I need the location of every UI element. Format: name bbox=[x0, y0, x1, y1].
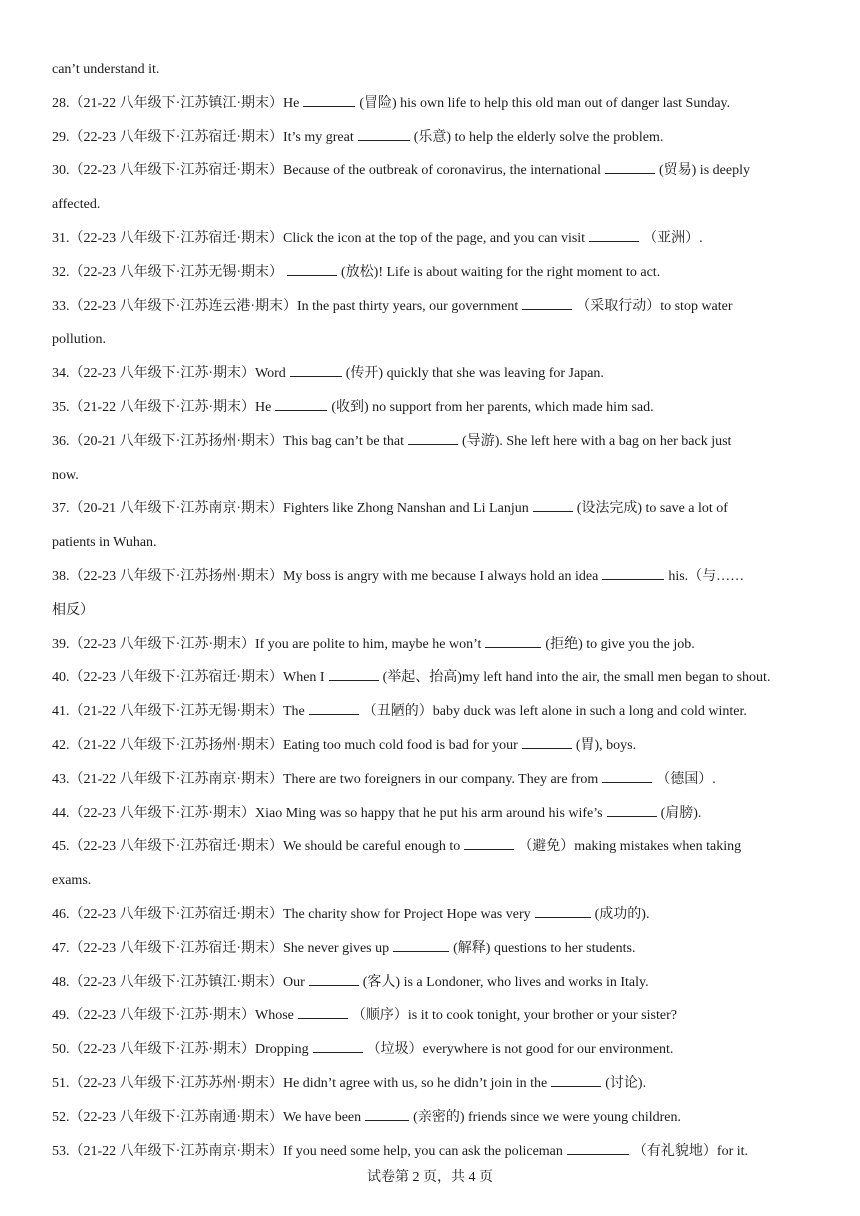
line-text: 46.（22-23 八年级下·江苏宿迁·期末）The charity show for Project Hope was very bbox=[52, 906, 531, 922]
line-text: （德国）. bbox=[656, 771, 716, 787]
line-text: (拒绝) to give you the job. bbox=[545, 636, 695, 652]
line-text: 37.（20-21 八年级下·江苏南京·期末）Fighters like Zhong Nanshan and Li Lanjun bbox=[52, 501, 529, 517]
line-text: 29.（22-23 八年级下·江苏宿迁·期末）It’s my great bbox=[52, 129, 354, 145]
answer-blank[interactable] bbox=[567, 1140, 629, 1155]
line-text: affected. bbox=[52, 197, 101, 213]
line-text: 32.（22-23 八年级下·江苏无锡·期末） bbox=[52, 264, 283, 280]
answer-blank[interactable] bbox=[485, 633, 541, 648]
line-text: 35.（21-22 八年级下·江苏·期末）He bbox=[52, 399, 272, 415]
line-text: (导游). She left here with a bag on her back just bbox=[462, 433, 732, 449]
answer-blank[interactable] bbox=[303, 92, 355, 107]
line-text: exams. bbox=[52, 873, 92, 889]
answer-blank[interactable] bbox=[365, 1106, 409, 1121]
text-line bbox=[52, 768, 812, 802]
line-text: （丑陋的）baby duck was left alone in such a long and cold winter. bbox=[362, 704, 747, 720]
line-text: 43.（21-22 八年级下·江苏南京·期末）There are two foreigners in our company. They are from bbox=[52, 771, 599, 787]
page-footer: 试卷第 2 页，共 4 页 bbox=[367, 1170, 493, 1185]
line-text: (讨论). bbox=[605, 1075, 647, 1091]
line-text: 30.（22-23 八年级下·江苏宿迁·期末）Because of the outbreak of coronavirus, the international bbox=[52, 163, 601, 179]
text-line bbox=[52, 1072, 812, 1106]
line-text: 39.（22-23 八年级下·江苏·期末）If you are polite to him, maybe he won’t bbox=[52, 636, 482, 652]
line-text: (收到) no support from her parents, which made him sad. bbox=[331, 399, 654, 415]
line-text: (放松)! Life is about waiting for the right moment to act. bbox=[341, 264, 661, 280]
text-line bbox=[52, 328, 812, 362]
answer-blank[interactable] bbox=[602, 768, 652, 783]
answer-blank[interactable] bbox=[309, 700, 359, 715]
line-text: 42.（21-22 八年级下·江苏扬州·期末）Eating too much cold food is bad for your bbox=[52, 737, 518, 753]
line-text: 49.（22-23 八年级下·江苏·期末）Whose bbox=[52, 1008, 294, 1024]
text-line bbox=[52, 261, 812, 295]
text-line bbox=[52, 633, 812, 667]
line-text: patients in Wuhan. bbox=[52, 535, 157, 551]
answer-blank[interactable] bbox=[607, 802, 657, 817]
line-text: 36.（20-21 八年级下·江苏扬州·期末）This bag can’t be that bbox=[52, 433, 405, 449]
line-text: （垃圾）everywhere is not good for our environment. bbox=[366, 1042, 674, 1058]
answer-blank[interactable] bbox=[522, 295, 572, 310]
line-text: (传开) quickly that she was leaving for Japan. bbox=[345, 366, 604, 382]
text-line bbox=[52, 362, 812, 396]
answer-blank[interactable] bbox=[535, 903, 591, 918]
line-text: his.（与…… bbox=[668, 568, 745, 584]
line-text: (乐意) to help the elderly solve the problem. bbox=[413, 129, 664, 145]
line-text: 31.（22-23 八年级下·江苏宿迁·期末）Click the icon at the top of the page, and you can visit bbox=[52, 230, 586, 246]
line-text: pollution. bbox=[52, 332, 107, 348]
line-text: 44.（22-23 八年级下·江苏·期末）Xiao Ming was so happy that he put his arm around his wife’s bbox=[52, 805, 603, 821]
line-text: 52.（22-23 八年级下·江苏南通·期末）We have been bbox=[52, 1109, 362, 1125]
answer-blank[interactable] bbox=[522, 734, 572, 749]
text-line bbox=[52, 599, 812, 633]
line-text: (胃), boys. bbox=[575, 737, 637, 753]
line-text: 相反） bbox=[52, 602, 94, 618]
text-line bbox=[52, 497, 812, 531]
line-text: (设法完成) to save a lot of bbox=[576, 501, 728, 517]
text-line bbox=[52, 802, 812, 836]
line-text: （顺序）is it to cook tonight, your brother or your sister? bbox=[351, 1008, 677, 1024]
line-text: (成功的). bbox=[594, 906, 650, 922]
text-line bbox=[52, 92, 812, 126]
line-text: 40.（22-23 八年级下·江苏宿迁·期末）When I bbox=[52, 670, 325, 686]
answer-blank[interactable] bbox=[408, 430, 458, 445]
text-line bbox=[52, 1038, 812, 1072]
answer-blank[interactable] bbox=[589, 227, 639, 242]
line-text: now. bbox=[52, 467, 79, 483]
line-text: 34.（22-23 八年级下·江苏·期末）Word bbox=[52, 366, 286, 382]
line-text: can’t understand it. bbox=[52, 62, 160, 77]
text-line bbox=[52, 734, 812, 768]
text-line bbox=[52, 869, 812, 903]
line-text: 45.（22-23 八年级下·江苏宿迁·期末）We should be careful enough to bbox=[52, 839, 461, 855]
line-text: （避免）making mistakes when taking bbox=[518, 839, 742, 855]
line-text: (肩膀). bbox=[660, 805, 702, 821]
answer-blank[interactable] bbox=[298, 1004, 348, 1019]
line-text: （亚洲）. bbox=[643, 230, 703, 246]
answer-blank[interactable] bbox=[533, 497, 573, 512]
line-text: (解释) questions to her students. bbox=[453, 940, 636, 956]
line-text: 50.（22-23 八年级下·江苏·期末）Dropping bbox=[52, 1042, 309, 1058]
text-line bbox=[52, 1106, 812, 1140]
line-text: （采取行动）to stop water bbox=[576, 298, 733, 314]
question-list bbox=[52, 58, 812, 1173]
text-line bbox=[52, 1004, 812, 1038]
line-text: 53.（21-22 八年级下·江苏南京·期末）If you need some help, you can ask the policeman bbox=[52, 1143, 563, 1159]
text-line bbox=[52, 464, 812, 498]
answer-blank[interactable] bbox=[309, 971, 359, 986]
answer-blank[interactable] bbox=[605, 159, 655, 174]
line-text: 48.（22-23 八年级下·江苏镇江·期末）Our bbox=[52, 974, 305, 990]
answer-blank[interactable] bbox=[287, 261, 337, 276]
line-text: 51.（22-23 八年级下·江苏苏州·期末）He didn’t agree with us, so he didn’t join in the bbox=[52, 1075, 548, 1091]
line-text: 28.（21-22 八年级下·江苏镇江·期末）He bbox=[52, 95, 300, 111]
text-line bbox=[52, 971, 812, 1005]
text-line bbox=[52, 58, 812, 92]
line-text: (贸易) is deeply bbox=[658, 163, 750, 179]
line-text: 33.（22-23 八年级下·江苏连云港·期末）In the past thirty years, our government bbox=[52, 298, 519, 314]
line-text: （有礼貌地）for it. bbox=[632, 1143, 749, 1159]
answer-blank[interactable] bbox=[358, 126, 410, 141]
text-line bbox=[52, 937, 812, 971]
text-line bbox=[52, 531, 812, 565]
text-line bbox=[52, 396, 812, 430]
text-line bbox=[52, 193, 812, 227]
answer-blank[interactable] bbox=[329, 666, 379, 681]
line-text: 47.（22-23 八年级下·江苏宿迁·期末）She never gives up bbox=[52, 940, 390, 956]
text-line bbox=[52, 700, 812, 734]
text-line bbox=[52, 565, 812, 599]
answer-blank[interactable] bbox=[290, 362, 342, 377]
line-text: (举起、抬高)my left hand into the air, the small men began to shout. bbox=[382, 670, 771, 686]
line-text: (亲密的) friends since we were young children. bbox=[413, 1109, 682, 1125]
text-line bbox=[52, 126, 812, 160]
answer-blank[interactable] bbox=[551, 1072, 601, 1087]
text-line bbox=[52, 903, 812, 937]
answer-blank[interactable] bbox=[464, 835, 514, 850]
text-line bbox=[52, 159, 812, 193]
text-line bbox=[52, 666, 812, 700]
text-line bbox=[52, 227, 812, 261]
text-line bbox=[52, 430, 812, 464]
answer-blank[interactable] bbox=[313, 1038, 363, 1053]
answer-blank[interactable] bbox=[275, 396, 327, 411]
line-text: (客人) is a Londoner, who lives and works in Italy. bbox=[362, 974, 649, 990]
line-text: (冒险) his own life to help this old man out of danger last Sunday. bbox=[359, 95, 731, 111]
line-text: 38.（22-23 八年级下·江苏扬州·期末）My boss is angry with me because I always hold an idea bbox=[52, 568, 599, 584]
answer-blank[interactable] bbox=[602, 565, 664, 580]
answer-blank[interactable] bbox=[393, 937, 449, 952]
line-text: 41.（21-22 八年级下·江苏无锡·期末）The bbox=[52, 704, 305, 720]
text-line bbox=[52, 295, 812, 329]
text-line bbox=[52, 835, 812, 869]
